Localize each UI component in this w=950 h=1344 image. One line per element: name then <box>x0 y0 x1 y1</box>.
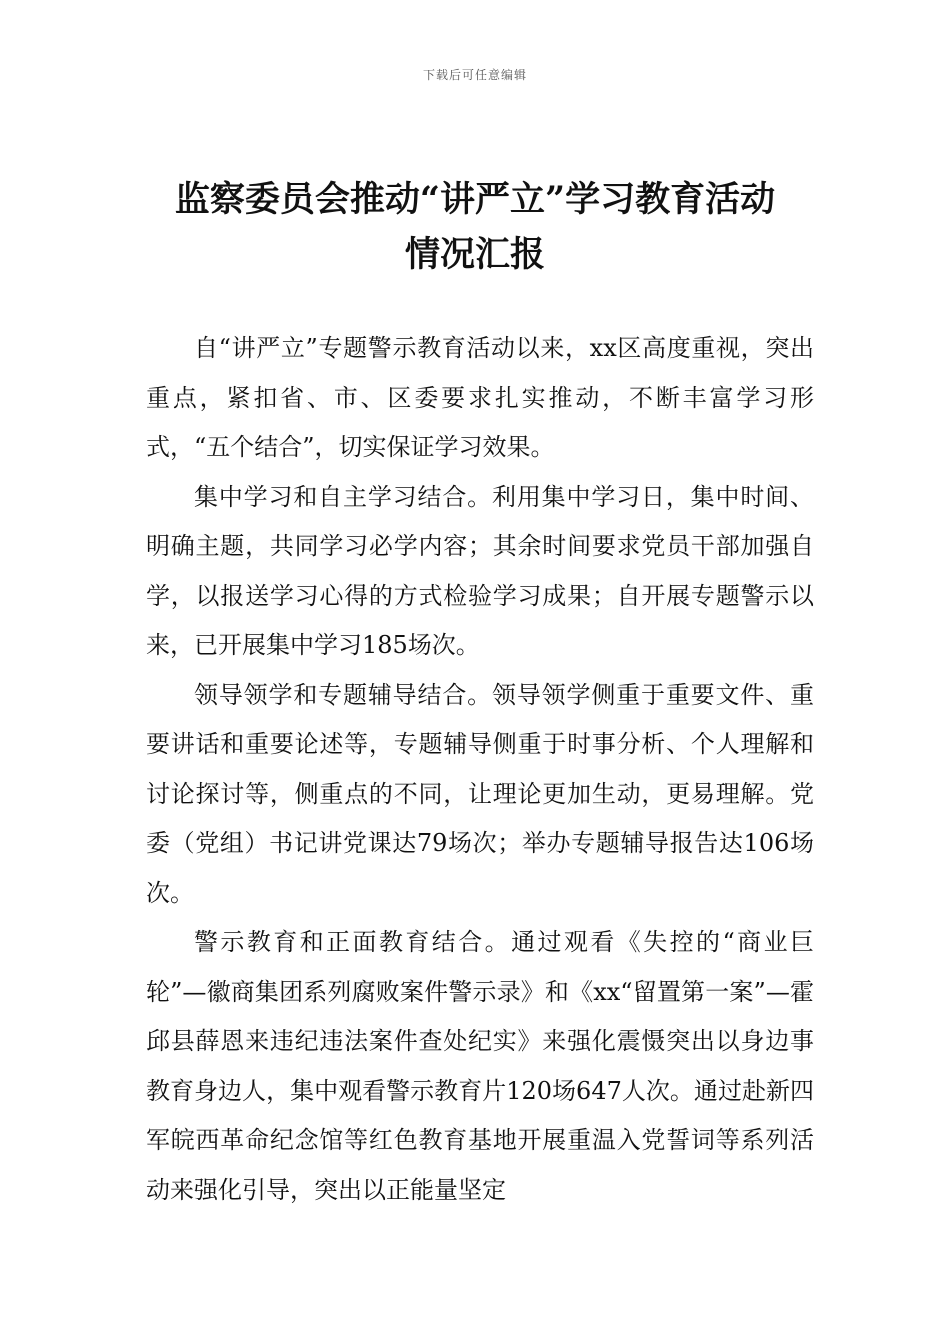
title-line-2: 情况汇报 <box>404 234 545 275</box>
document-title <box>100 172 850 282</box>
title-line-1: 监察委员会推动“讲严立”学习教育活动 <box>174 179 776 220</box>
document-body <box>146 324 814 1215</box>
paragraph-leadership-study: 领导领学和专题辅导结合。领导领学侧重于重要文件、重要讲话和重要论述等，专题辅导侧重于时事分析、个人理解和讨论探讨等，侧重点的不同，让理论更加生动，更易理解。党委（党组）书记讲党课达79场次；举办专题辅导报告达106场次。 <box>146 680 814 907</box>
header-note: 下载后可任意编辑 <box>422 68 527 82</box>
paragraph-intro: 自“讲严立”专题警示教育活动以来，xx区高度重视，突出重点，紧扣省、市、区委要求扎实推动，不断丰富学习形式，“五个结合”，切实保证学习效果。 <box>146 334 814 461</box>
paragraph-warning-education: 警示教育和正面教育结合。通过观看《失控的“商业巨轮”—徽商集团系列腐败案件警示录》和《xx“留置第一案”—霍邱县薛恩来违纪违法案件查处纪实》来强化震慑突出以身边事教育身边人，集中观看警示教育片120场647人次。通过赴新四军皖西革命纪念馆等红色教育基地开展重温入党誓词等系列活动来强化引导，突出以正能量坚定 <box>146 928 814 1204</box>
paragraph-centralized-study: 集中学习和自主学习结合。利用集中学习日，集中时间、明确主题，共同学习必学内容；其余时间要求党员干部加强自学，以报送学习心得的方式检验学习成果；自开展专题警示以来，已开展集中学习185场次。 <box>146 482 814 659</box>
